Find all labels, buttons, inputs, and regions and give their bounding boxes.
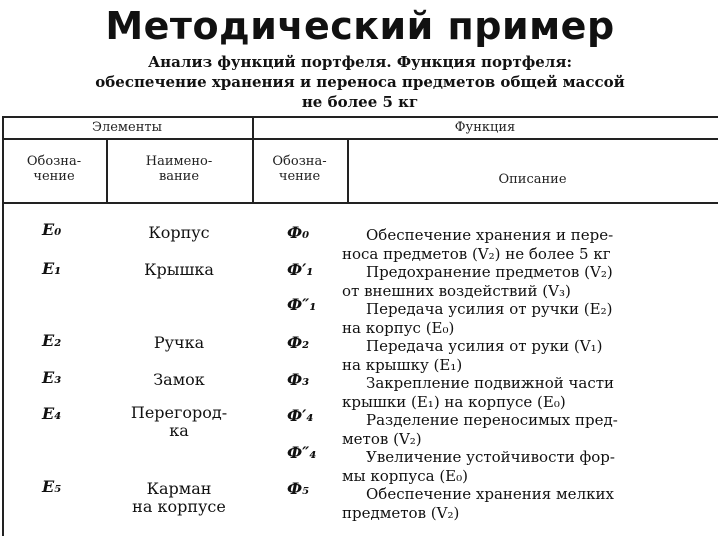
table-top-rule	[2, 116, 718, 118]
desc-line: Передача усилия от руки (V₁)	[366, 337, 603, 355]
functions-table	[2, 116, 718, 536]
desc-line: Обеспечение хранения и пере-	[366, 226, 614, 244]
function-symbol-f4-prime: Ф′₄	[287, 406, 314, 425]
element-name-e4	[106, 404, 252, 440]
header-func-symbol-line-2: чение	[278, 169, 321, 184]
element-name-e4-line-2: ка	[169, 421, 189, 440]
desc-line: крышки (E₁) на корпусе (E₀)	[342, 392, 566, 411]
element-name-e5-line-1: Карман	[146, 479, 212, 498]
subtitle-line-1: Анализ функций портфеля. Функция портфеля:	[147, 53, 573, 71]
header-func-symbol-line-1: Обозна-	[272, 154, 327, 169]
header-elem-name	[106, 154, 252, 184]
desc-line: Увеличение устойчивости фор-	[366, 448, 615, 466]
header-bottom-rule	[2, 202, 718, 204]
page-title: Методический пример	[105, 4, 615, 48]
header-elem-symbol-line-1: Обозна-	[26, 154, 82, 169]
subtitle-line-3: не более 5 кг	[301, 93, 419, 111]
header-elem-name-line-1: Наимено-	[145, 154, 213, 169]
function-symbol-f0: Ф₀	[287, 223, 310, 242]
header-func-desc: Описание	[498, 172, 567, 187]
desc-line: на корпус (E₀)	[342, 318, 455, 337]
desc-line: Передача усилия от ручки (E₂)	[366, 300, 613, 318]
header-elem-symbol	[2, 154, 106, 184]
desc-line: Обеспечение хранения мелких	[366, 485, 614, 503]
function-descriptions	[342, 226, 714, 522]
desc-line: носа предметов (V₂) не более 5 кг	[342, 244, 611, 263]
function-symbol-f3: Ф₃	[287, 370, 310, 389]
function-symbol-f1-double-prime: Ф″₁	[287, 295, 317, 314]
desc-line: от внешних воздействий (V₃)	[342, 281, 571, 300]
desc-line: метов (V₂)	[342, 429, 422, 448]
header-elem-name-line-2: вание	[158, 169, 200, 184]
desc-line: мы корпуса (E₀)	[342, 466, 468, 485]
element-symbol-e5: E₅	[42, 477, 62, 496]
desc-line: Разделение переносимых пред-	[366, 411, 618, 429]
element-name-e2: Ручка	[153, 333, 205, 352]
element-name-e1: Крышка	[144, 260, 214, 279]
element-name-e4-line-1: Перегород-	[130, 403, 228, 422]
header-elements: Элементы	[92, 120, 162, 135]
function-symbol-f2: Ф₂	[287, 333, 310, 352]
element-name-e5	[106, 480, 252, 516]
element-name-e3: Замок	[153, 370, 205, 389]
desc-line: Предохранение предметов (V₂)	[366, 263, 613, 281]
desc-line: на крышку (E₁)	[342, 355, 463, 374]
subtitle-line-2: обеспечение хранения и переноса предметов общей массой	[95, 73, 625, 91]
element-symbol-e3: E₃	[42, 368, 62, 387]
element-symbol-e0: E₀	[42, 220, 62, 239]
element-name-e5-line-2: на корпусе	[132, 497, 226, 516]
header-elem-symbol-line-2: чение	[33, 169, 75, 184]
col-divider-3	[347, 138, 349, 202]
function-group-rule	[252, 138, 718, 140]
element-symbol-e2: E₂	[42, 331, 62, 350]
header-function: Функция	[454, 120, 516, 135]
elements-group-rule	[2, 138, 252, 140]
function-symbol-f1-prime: Ф′₁	[287, 260, 314, 279]
desc-line: предметов (V₂)	[342, 503, 460, 522]
element-symbol-e1: E₁	[42, 259, 62, 278]
header-func-symbol	[252, 154, 347, 184]
function-symbol-f5: Ф₅	[287, 479, 310, 498]
element-symbol-e4: E₄	[42, 404, 62, 423]
element-name-e0: Корпус	[148, 223, 210, 242]
function-symbol-f4-double-prime: Ф″₄	[287, 443, 317, 462]
desc-line: Закрепление подвижной части	[366, 374, 615, 392]
